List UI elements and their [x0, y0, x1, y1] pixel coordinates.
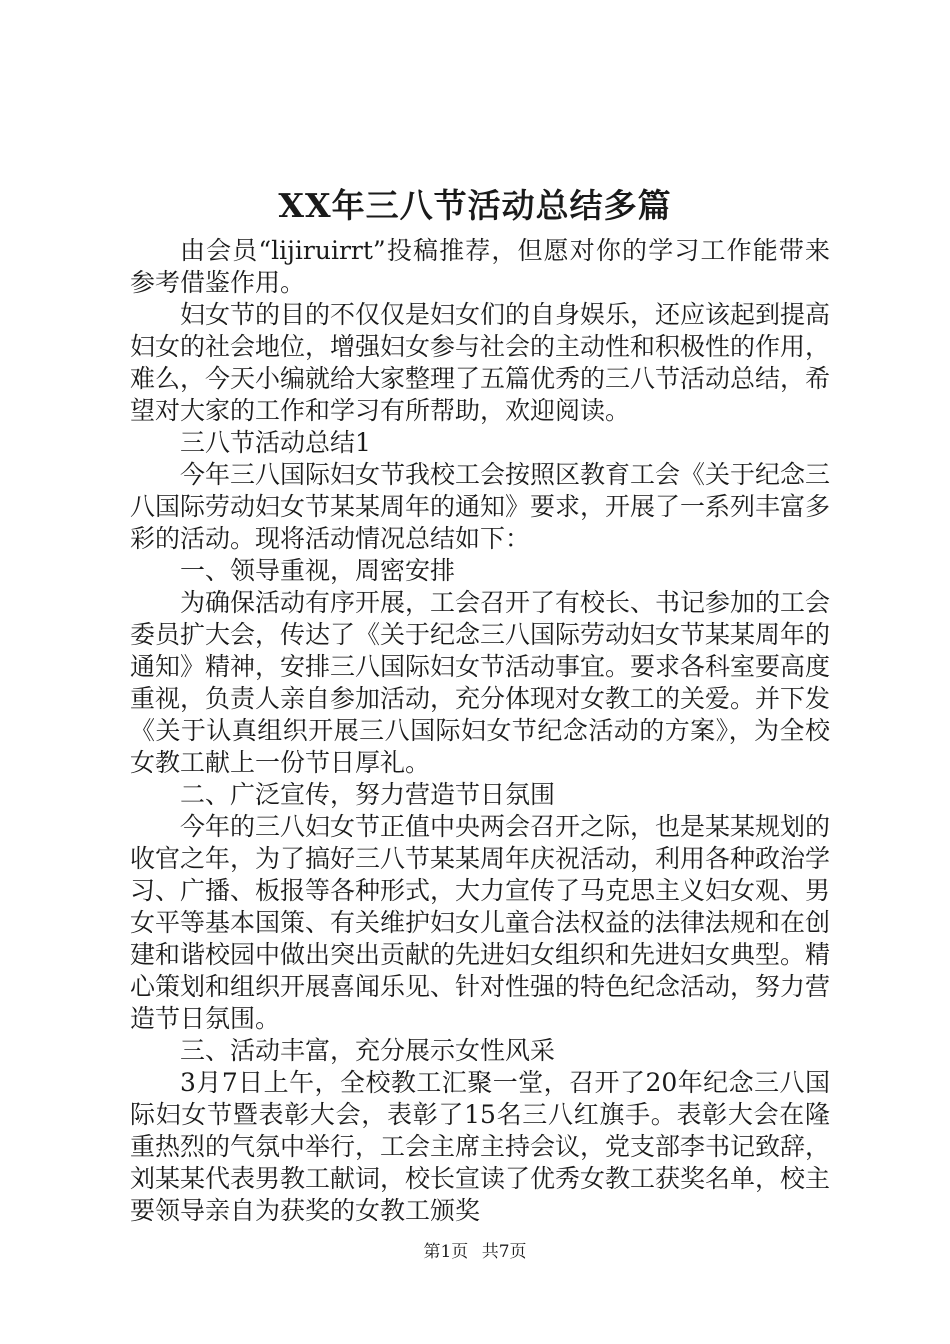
- body-paragraph: 今年三八国际妇女节我校工会按照区教育工会《关于纪念三八国际劳动妇女节某某周年的通知》要求，开展了一系列丰富多彩的活动。现将活动情况总结如下：: [130, 460, 831, 553]
- subsection-heading: 三、活动丰富，充分展示女性风采: [180, 1036, 556, 1065]
- subsection-heading: 二、广泛宣传，努力营造节日氛围: [180, 780, 556, 809]
- page-footer: [0, 1240, 950, 1264]
- body-paragraph: 今年的三八妇女节正值中央两会召开之际，也是某某规划的收官之年，为了搞好三八节某某周年庆祝活动，利用各种政治学习、广播、板报等各种形式，大力宣传了马克思主义妇女观、男女平等基本国策、有关维护妇女儿童合法权益的法律法规和在创建和谐校园中做出突出贡献的先进妇女组织和先进妇女典型。精心策划和组织开展喜闻乐见、针对性强的特色纪念活动，努力营造节日氛围。: [130, 812, 831, 1033]
- intro-paragraph: 由会员“lijiruirrt”投稿推荐，但愿对你的学习工作能带来参考借鉴作用。: [130, 236, 830, 297]
- section-heading: 三八节活动总结1: [180, 428, 371, 457]
- page-total: 共7页: [481, 1242, 527, 1262]
- document-body: [130, 235, 830, 1227]
- page-number: 第1页: [423, 1242, 469, 1262]
- body-paragraph: 为确保活动有序开展，工会召开了有校长、书记参加的工会委员扩大会，传达了《关于纪念三八国际劳动妇女节某某周年的通知》精神，安排三八国际妇女节活动事宜。要求各科室要高度重视，负责人亲自参加活动，充分体现对女教工的关爱。并下发《关于认真组织开展三八国际妇女节纪念活动的方案》，为全校女教工献上一份节日厚礼。: [130, 588, 831, 777]
- preface-paragraph: 妇女节的目的不仅仅是妇女们的自身娱乐，还应该起到提高妇女的社会地位，增强妇女参与社会的主动性和积极性的作用，难么，今天小编就给大家整理了五篇优秀的三八节活动总结，希望对大家的工作和学习有所帮助，欢迎阅读。: [130, 300, 831, 425]
- body-paragraph: 3月7日上午，全校教工汇聚一堂，召开了20年纪念三八国际妇女节暨表彰大会，表彰了15名三八红旗手。表彰大会在隆重热烈的气氛中举行，工会主席主持会议，党支部李书记致辞，刘某某代表男教工献词，校长宣读了优秀女教工获奖名单，校主要领导亲自为获奖的女教工颁奖: [130, 1068, 831, 1225]
- subsection-heading: 一、领导重视，周密安排: [180, 556, 456, 585]
- document-title: XX年三八节活动总结多篇: [278, 186, 672, 225]
